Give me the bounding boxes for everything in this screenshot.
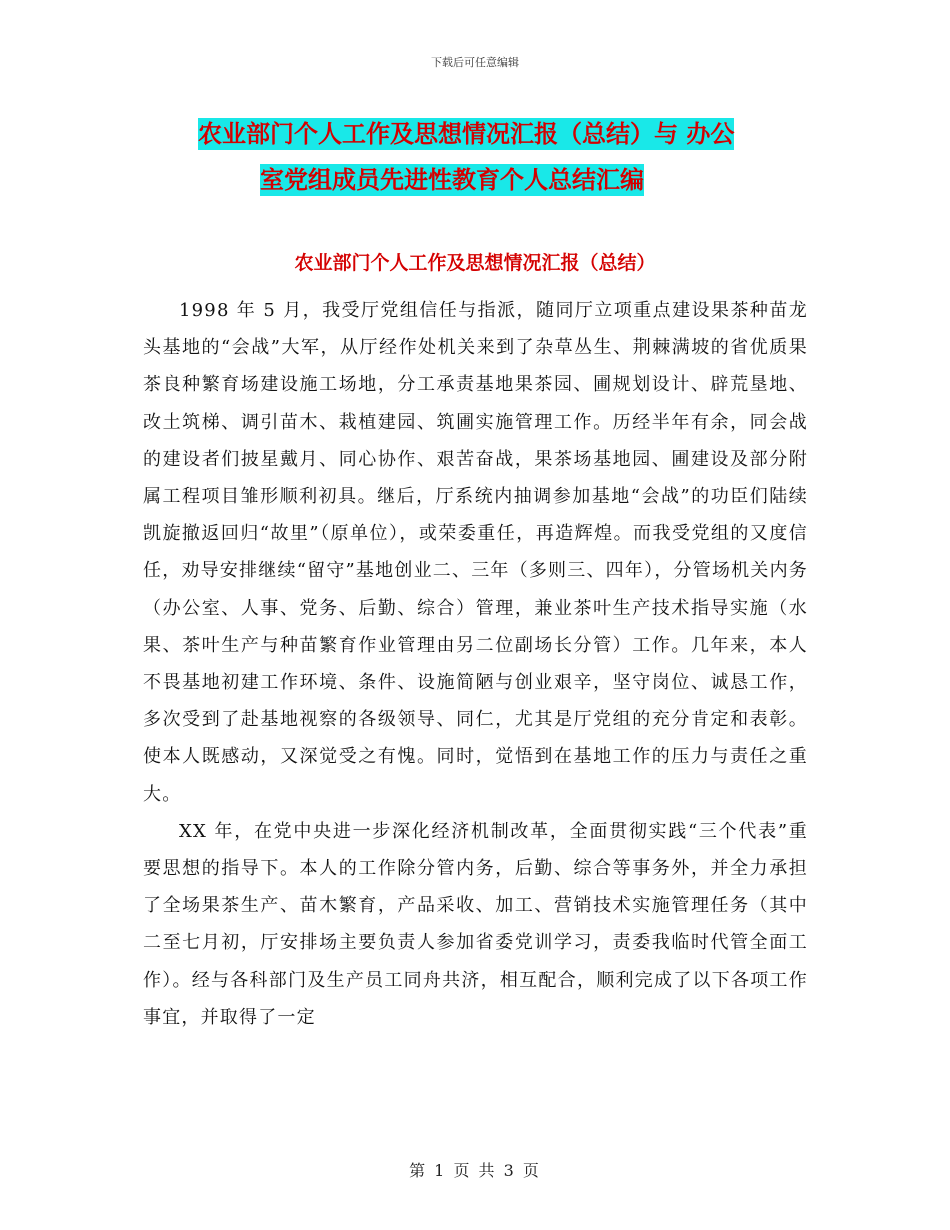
document-title bbox=[150, 111, 850, 203]
paragraph: XX 年，在党中央进一步深化经济机制改革，全面贯彻实践“三个代表”重要思想的指导下。本人的工作除分管内务，后勤、综合等事务外，并全力承担了全场果茶生产、苗木繁育，产品采收、加工、营销技术实施管理任务（其中二至七月初，厅安排场主要负责人参加省委党训学习，责委我临时代管全面工作）。经与各科部门及生产员工同舟共济，相互配合，顺利完成了以下各项工作事宜，并取得了一定 bbox=[143, 820, 808, 1028]
title-line-2: 室党组成员先进性教育个人总结汇编 bbox=[260, 166, 644, 194]
page-number: 第 1 页 共 3 页 bbox=[409, 1161, 541, 1180]
page-header-note: 下载后可任意编辑 bbox=[431, 56, 519, 69]
section-heading: 农业部门个人工作及思想情况汇报（总结） bbox=[294, 252, 656, 274]
document-body bbox=[143, 292, 808, 1036]
title-line-1: 农业部门个人工作及思想情况汇报（总结）与 办公 bbox=[198, 120, 735, 148]
paragraph: 1998 年 5 月，我受厅党组信任与指派，随同厅立项重点建设果茶种苗龙头基地的“会战”大军，从厅经作处机关来到了杂草丛生、荆棘满坡的省优质果茶良种繁育场建设施工场地，分工承责基地果茶园、圃规划设计、辟荒垦地、改土筑梯、调引苗木、栽植建园、筑圃实施管理工作。历经半年有余，同会战的建设者们披星戴月、同心协作、艰苦奋战，果茶场基地园、圃建设及部分附属工程项目雏形顺利初具。继后，厅系统内抽调参加基地“会战”的功臣们陆续凯旋撤返回归“故里”（原单位），或荣委重任，再造辉煌。而我受党组的又度信任，劝导安排继续“留守”基地创业二、三年（多则三、四年），分管场机关内务（办公室、人事、党务、后勤、综合）管理，兼业茶叶生产技术指导实施（水果、茶叶生产与种苗繁育作业管理由另二位副场长分管）工作。几年来，本人不畏基地初建工作环境、条件、设施简陋与创业艰辛，坚守岗位、诚恳工作，多次受到了赴基地视察的各级领导、同仁，尤其是厅党组的充分肯定和表彰。使本人既感动，又深觉受之有愧。同时，觉悟到在基地工作的压力与责任之重大。 bbox=[143, 300, 808, 805]
